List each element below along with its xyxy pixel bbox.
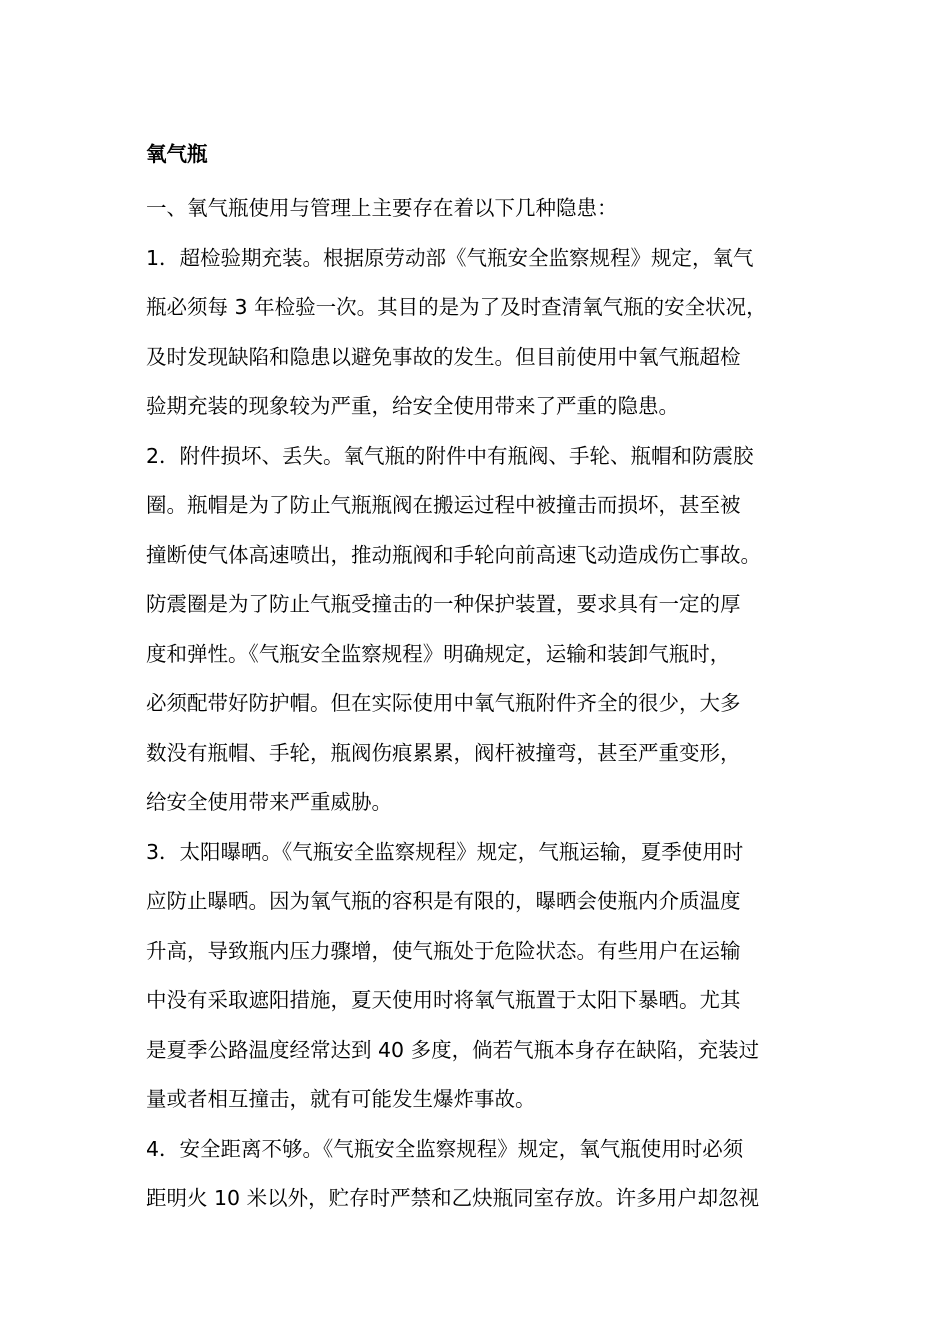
text-line: 瓶必须每 3 年检验一次。其目的是为了及时查清氧气瓶的安全状况， xyxy=(146,295,767,319)
text-line: 量或者相互撞击，就有可能发生爆炸事故。 xyxy=(146,1087,536,1111)
text-line: 是夏季公路温度经常达到 40 多度，倘若气瓶本身存在缺陷，充装过 xyxy=(146,1037,760,1062)
text-line: 中没有采取遮阳措施，夏天使用时将氧气瓶置于太阳下暴晒。尤其 xyxy=(146,988,741,1012)
text-line: 4．安全距离不够。《气瓶安全监察规程》规定，氧气瓶使用时必须 xyxy=(146,1136,744,1161)
text-line: 距明火 10 米以外，贮存时严禁和乙炔瓶同室存放。许多用户却忽视 xyxy=(146,1186,760,1210)
document-body xyxy=(146,136,806,1224)
text-line: 一、氧气瓶使用与管理上主要存在着以下几种隐患： xyxy=(146,196,618,220)
text-line: 度和弹性。《气瓶安全监察规程》明确规定，运输和装卸气瓶时， xyxy=(146,641,731,666)
text-line: 圈。瓶帽是为了防止气瓶瓶阀在搬运过程中被撞击而损坏，甚至被 xyxy=(146,493,741,517)
text-line: 3．太阳曝晒。《气瓶安全监察规程》规定，气瓶运输，夏季使用时 xyxy=(146,839,744,864)
text-line: 验期充装的现象较为严重，给安全使用带来了严重的隐患。 xyxy=(146,394,679,418)
document-title: 氧气瓶 xyxy=(146,142,208,166)
text-line: 及时发现缺陷和隐患以避免事故的发生。但目前使用中氧气瓶超检 xyxy=(146,344,741,369)
text-line: 1．超检验期充装。根据原劳动部《气瓶安全监察规程》规定，氧气 xyxy=(146,245,754,270)
text-line: 撞断使气体高速喷出，推动瓶阀和手轮向前高速飞动造成伤亡事故。 xyxy=(146,542,761,567)
text-line: 给安全使用带来严重威胁。 xyxy=(146,790,392,814)
text-line: 数没有瓶帽、手轮，瓶阀伤痕累累，阀杆被撞弯，甚至严重变形， xyxy=(146,740,741,765)
text-line: 应防止曝晒。因为氧气瓶的容积是有限的，曝晒会使瓶内介质温度 xyxy=(146,889,741,913)
text-line: 2．附件损坏、丢失。氧气瓶的附件中有瓶阀、手轮、瓶帽和防震胶 xyxy=(146,443,754,468)
text-line: 防震圈是为了防止气瓶受撞击的一种保护装置，要求具有一定的厚 xyxy=(146,592,741,616)
text-line: 必须配带好防护帽。但在实际使用中氧气瓶附件齐全的很少，大多 xyxy=(146,691,741,715)
text-line: 升高，导致瓶内压力骤增，使气瓶处于危险状态。有些用户在运输 xyxy=(146,938,741,963)
